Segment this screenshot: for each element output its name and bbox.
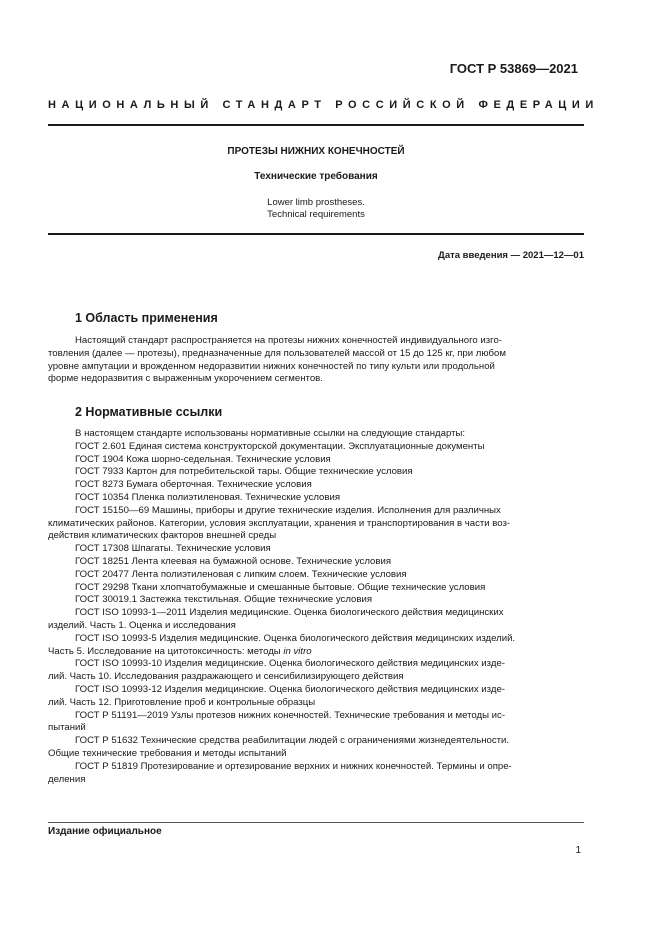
section-2-body: [48, 428, 584, 786]
reference-line: ГОСТ 17308 Шпагаты. Технические условия: [75, 543, 271, 555]
reference-line: деления: [48, 773, 86, 785]
introduction-date: Дата введения — 2021—12—01: [438, 250, 584, 261]
section-1-heading: 1 Область применения: [75, 311, 218, 325]
reference-line: лий. Часть 12. Приготовление проб и контрольные образцы: [48, 696, 316, 708]
section-1-line: товления (далее — протезы), предназначенные для пользователей массой от 15 до 125 кг, при любом: [48, 347, 506, 359]
reference-line: ГОСТ 10354 Пленка полиэтиленовая. Технические условия: [75, 491, 341, 503]
reference-line: ГОСТ 15150—69 Машины, приборы и другие технические изделия. Исполнения для различных: [75, 504, 501, 516]
reference-line: ГОСТ 20477 Лента полиэтиленовая с липким слоем. Технические условия: [75, 568, 407, 580]
reference-line: изделий. Часть 1. Оценка и исследования: [48, 619, 236, 631]
reference-line: В настоящем стандарте использованы нормативные ссылки на следующие стандарты:: [75, 428, 466, 439]
document-subtitle: Технические требования: [254, 171, 378, 182]
reference-line: ГОСТ Р 51191—2019 Узлы протезов нижних конечностей. Технические требования и методы ис-: [75, 709, 506, 721]
reference-line: ГОСТ 18251 Лента клеевая на бумажной основе. Технические условия: [75, 555, 392, 567]
national-standard-banner: НАЦИОНАЛЬНЫЙ СТАНДАРТ РОССИЙСКОЙ ФЕДЕРАЦИИ: [48, 99, 599, 111]
english-title-line-1: Lower limb prostheses.: [267, 197, 365, 208]
reference-line: ГОСТ 8273 Бумага оберточная. Технические условия: [75, 479, 312, 491]
reference-line: пытаний: [48, 722, 86, 734]
reference-line: ГОСТ ISO 10993-12 Изделия медицинские. Оценка биологического действия медицинских изде-: [75, 683, 505, 695]
official-edition-note: Издание официальное: [48, 826, 162, 837]
reference-line: ГОСТ ISO 10993-10 Изделия медицинские. Оценка биологического действия медицинских изде-: [75, 658, 505, 670]
reference-line: ГОСТ ISO 10993-1—2011 Изделия медицинские. Оценка биологического действия медицинских: [75, 607, 504, 619]
footer-divider: [48, 822, 584, 823]
document-title: ПРОТЕЗЫ НИЖНИХ КОНЕЧНОСТЕЙ: [227, 146, 405, 157]
reference-line: Общие технические требования и методы испытаний: [48, 747, 287, 759]
reference-line: Часть 5. Исследование на цитотоксичность: методы in vitro: [48, 645, 312, 657]
section-1-line: форме недоразвития с выраженным укорочением сегментов.: [48, 373, 323, 385]
page-number: 1: [575, 845, 581, 856]
reference-line: ГОСТ ISO 10993-5 Изделия медицинские. Оценка биологического действия медицинских изделий.: [75, 632, 516, 644]
reference-line: климатических районов. Категории, условия эксплуатации, хранения и транспортирования в части воз-: [48, 517, 511, 529]
reference-line: ГОСТ 2.601 Единая система конструкторской документации. Эксплуатационные документы: [75, 440, 485, 452]
reference-line: ГОСТ 30019.1 Застежка текстильная. Общие технические условия: [75, 594, 373, 606]
reference-line: лий. Часть 10. Исследования раздражающего и сенсибилизирующего действия: [48, 671, 404, 683]
section-2-heading: 2 Нормативные ссылки: [75, 405, 223, 419]
reference-line: ГОСТ 7933 Картон для потребительской тары. Общие технические условия: [75, 466, 413, 478]
reference-line: ГОСТ 1904 Кожа шорно-седельная. Технические условия: [75, 453, 331, 465]
reference-line: действия климатических факторов внешней среды: [48, 530, 277, 542]
document-code: ГОСТ Р 53869—2021: [449, 61, 578, 76]
section-1-body: [48, 335, 584, 386]
reference-line: ГОСТ Р 51819 Протезирование и ортезирование верхних и нижних конечностей. Термины и опре-: [75, 760, 512, 772]
english-title-line-2: Technical requirements: [267, 209, 365, 220]
section-1-line: уровне ампутации и врожденном недоразвитии нижних конечностей по типу культи или продольной: [48, 360, 495, 372]
section-1-line: Настоящий стандарт распространяется на протезы нижних конечностей индивидуального изго-: [75, 335, 502, 346]
reference-line: ГОСТ 29298 Ткани хлопчатобумажные и смешанные бытовые. Общие технические условия: [75, 581, 486, 593]
title-bottom-divider: [48, 233, 584, 235]
top-divider: [48, 124, 584, 126]
reference-line: ГОСТ Р 51632 Технические средства реабилитации людей с ограничениями жизнедеятельности.: [75, 735, 510, 747]
